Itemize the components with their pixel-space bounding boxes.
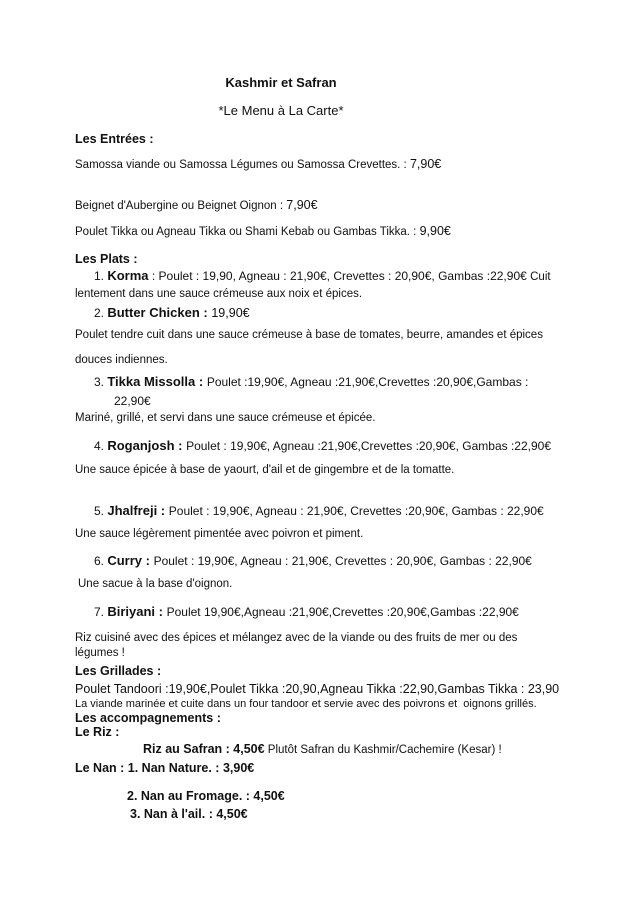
riz-safran-item: [143, 741, 566, 758]
entree-item-label: Samossa viande ou Samossa Légumes ou Samossa Crevettes. :: [75, 159, 410, 171]
section-heading-grillades: Les Grillades :: [75, 664, 162, 678]
plat-number: 1.: [94, 269, 108, 283]
plat-item-curry: [75, 553, 566, 569]
plat-prices: Poulet : 19,90€, Agneau : 21,90€, Crevettes :20,90€, Gambas : 22,90€: [168, 504, 548, 518]
plat-description: Poulet tendre cuit dans une sauce crémeuse à base de tomates, beurre, amandes et épices douces indiennes.: [75, 329, 547, 366]
plat-number: 5.: [94, 504, 108, 518]
plat-description: Une sacue à la base d'oignon.: [78, 578, 233, 590]
section-heading-accompagnements: Les accompagnements :: [75, 711, 221, 725]
plat-prices: Poulet : 19,90€, Agneau : 21,90€, Crevettes : 20,90€, Gambas : 22,90€: [153, 554, 532, 568]
entree-item: [75, 224, 566, 240]
page-subtitle: *Le Menu à La Carte*: [218, 103, 344, 118]
plat-prices: Poulet :19,90€, Agneau :21,90€,Crevettes :20,90€,Gambas :: [206, 375, 529, 389]
plat-prices: : Poulet : 19,90, Agneau : 21,90€, Crevettes : 20,90€, Gambas :22,90€: [148, 269, 531, 283]
riz-safran-note: Plutôt Safran du Kashmir/Cachemire (Kesar) !: [264, 744, 502, 756]
entree-item-price: 7,90€: [286, 198, 318, 212]
plat-description: Une sauce épicée à base de yaourt, d'ail et de gingembre et de la tomatte.: [75, 464, 455, 476]
plat-item-jhalfreji: [75, 500, 566, 545]
entree-item: [75, 157, 566, 173]
plat-number: 7.: [94, 605, 108, 619]
plat-item-korma: [75, 268, 566, 302]
section-heading-entrees: Les Entrées :: [75, 132, 154, 146]
nan-item-fromage: 2. Nan au Fromage. : 4,50€: [127, 789, 285, 803]
plat-prices: Poulet : 19,90€, Agneau :21,90€,Crevettes :20,90€, Gambas :22,90€: [186, 439, 551, 453]
page-title: Kashmir et Safran: [225, 75, 337, 90]
entree-item-price: 9,90€: [419, 224, 451, 238]
grillades-description: La viande marinée et cuite dans un four tandoor et servie avec des poivrons et oignons grillés.: [75, 698, 537, 710]
plat-name: Tikka Missolla :: [107, 374, 207, 389]
plat-item-butter-chicken: [75, 305, 566, 321]
plat-prices: Poulet 19,90€,Agneau :21,90€,Crevettes :20,90€,Gambas :22,90€: [166, 605, 519, 619]
plat-prices: 19,90€: [211, 306, 250, 320]
section-heading-plats: Les Plats :: [75, 252, 138, 266]
plat-description: Cuit lentement dans une sauce crémeuse aux noix et épices.: [75, 271, 554, 300]
plat-item-tikka-missolla: [75, 373, 566, 410]
plat-number: 6.: [94, 554, 108, 568]
plat-number: 4.: [94, 439, 108, 453]
riz-safran-label: Riz au Safran : 4,50€: [143, 742, 265, 756]
plat-name: Curry :: [107, 553, 154, 568]
entree-item-price: 7,90€: [409, 157, 442, 171]
plat-name: Biriyani :: [107, 604, 167, 619]
subheading-le-riz: Le Riz :: [75, 725, 120, 739]
plat-number: 3.: [94, 375, 108, 389]
plat-description: Mariné, grillé, et servi dans une sauce crémeuse et épicée.: [75, 412, 376, 424]
plat-number: 2.: [94, 306, 108, 320]
grillades-prices-line: Poulet Tandoori :19,90€,Poulet Tikka :20,90,Agneau Tikka :22,90,Gambas Tikka : 23,90: [75, 682, 560, 696]
entree-item-label: Beignet d'Aubergine ou Beignet Oignon :: [75, 200, 287, 212]
nan-item-ail: 3. Nan à l'ail. : 4,50€: [130, 807, 248, 821]
entree-item-label: Poulet Tikka ou Agneau Tikka ou Shami Kebab ou Gambas Tikka. :: [75, 226, 420, 238]
entree-item: [75, 198, 566, 214]
plat-name: Jhalfreji :: [107, 503, 169, 518]
plat-item-biriyani: [75, 604, 566, 620]
plat-name: Roganjosh :: [107, 438, 187, 453]
menu-header: [75, 74, 487, 119]
plat-description: Une sauce légèrement pimentée avec poivron et piment.: [75, 528, 364, 540]
plat-item-roganjosh: [75, 438, 566, 454]
plat-description: Riz cuisiné avec des épices et mélangez avec de la viande ou des fruits de mer ou des légumes !: [75, 632, 524, 659]
nan-item-nature: Le Nan : 1. Nan Nature. : 3,90€: [75, 761, 255, 775]
plat-prices-wrap: 22,90€: [114, 393, 151, 408]
plat-name: Butter Chicken :: [107, 305, 212, 320]
plat-name: Korma: [107, 268, 149, 283]
